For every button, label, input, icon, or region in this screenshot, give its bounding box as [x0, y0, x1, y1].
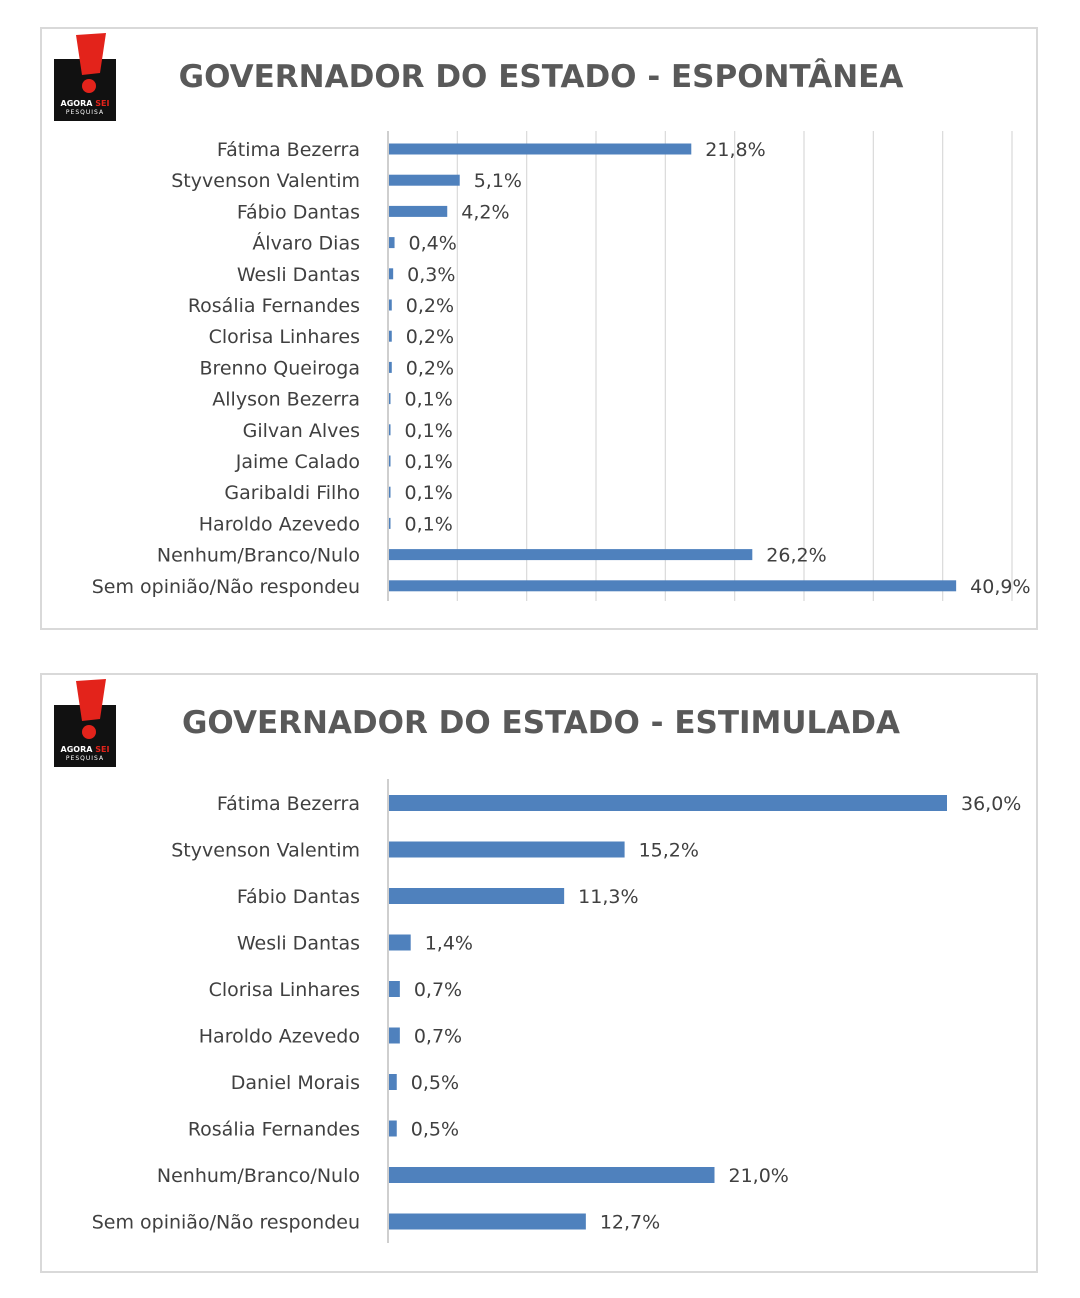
category-label: Brenno Queiroga — [199, 357, 360, 380]
category-label: Fátima Bezerra — [216, 793, 360, 815]
logo-text-agora: AGORA — [60, 745, 93, 754]
data-label: 0,7% — [413, 1025, 463, 1048]
bar — [389, 842, 625, 858]
bar — [389, 300, 392, 311]
bar — [389, 487, 391, 498]
data-label: 0,3% — [407, 263, 456, 286]
category-label: Sem opinião/Não respondeu — [91, 1211, 360, 1234]
data-label: 36,0% — [961, 793, 1022, 815]
data-label: 0,1% — [404, 419, 453, 442]
chart-panel-estimulada — [40, 673, 1038, 1273]
category-label: Jaime Calado — [235, 451, 360, 473]
bar — [389, 795, 947, 811]
data-label: 5,1% — [473, 170, 523, 193]
bar — [389, 518, 391, 529]
bar — [389, 1028, 400, 1044]
bar — [389, 144, 691, 155]
bar-chart-espontanea — [42, 29, 1038, 629]
data-label: 0,2% — [405, 326, 455, 349]
category-label: Wesli Dantas — [236, 263, 360, 286]
data-label: 0,2% — [405, 357, 455, 380]
data-label: 40,9% — [970, 575, 1031, 598]
category-label: Gilvan Alves — [242, 419, 360, 442]
chart-panel-espontanea — [40, 27, 1038, 630]
bar — [389, 362, 392, 373]
bar — [389, 1074, 397, 1090]
bar — [389, 935, 411, 951]
category-label: Rosália Fernandes — [187, 1118, 360, 1141]
data-label: 11,3% — [578, 886, 639, 908]
data-label: 0,7% — [413, 979, 463, 1001]
category-label: Fátima Bezerra — [216, 139, 360, 161]
data-label: 0,1% — [404, 513, 453, 536]
category-label: Nenhum/Branco/Nulo — [156, 544, 360, 567]
category-label: Clorisa Linhares — [208, 979, 360, 1001]
bar — [389, 206, 447, 217]
data-label: 0,2% — [405, 295, 455, 317]
data-label: 4,2% — [461, 201, 510, 224]
logo-text-sei: SEI — [95, 99, 110, 108]
category-label: Wesli Dantas — [236, 932, 360, 955]
category-label: Fábio Dantas — [236, 201, 360, 224]
category-label: Rosália Fernandes — [187, 295, 360, 317]
category-label: Clorisa Linhares — [208, 326, 360, 349]
category-label: Haroldo Azevedo — [198, 1025, 360, 1048]
category-label: Fábio Dantas — [236, 886, 360, 908]
data-label: 12,7% — [599, 1211, 661, 1234]
data-label: 0,1% — [404, 482, 453, 505]
bar — [389, 331, 392, 342]
data-label: 21,0% — [728, 1165, 789, 1187]
data-label: 21,8% — [705, 139, 766, 161]
bar — [389, 549, 752, 560]
bar — [389, 888, 564, 904]
logo-text-pesquisa: PESQUISA — [65, 109, 105, 116]
logo-text-pesquisa: PESQUISA — [65, 755, 105, 762]
bar — [389, 237, 395, 248]
bar — [389, 175, 460, 186]
data-label: 0,4% — [408, 232, 457, 255]
category-label: Styvenson Valentim — [171, 170, 360, 193]
data-label: 26,2% — [766, 544, 827, 567]
category-label: Haroldo Azevedo — [198, 513, 360, 536]
bar — [389, 456, 391, 467]
bar — [389, 1121, 397, 1137]
data-label: 0,5% — [410, 1118, 460, 1141]
bar — [389, 1167, 715, 1183]
data-label: 0,1% — [404, 451, 453, 473]
chart-title: GOVERNADOR DO ESTADO - ESPONTÂNEA — [178, 59, 904, 95]
bar — [389, 424, 391, 435]
data-label: 0,5% — [410, 1072, 460, 1094]
category-label: Daniel Morais — [230, 1072, 360, 1094]
bar — [389, 268, 393, 279]
bar — [389, 580, 956, 591]
logo-text-agora: AGORA — [60, 99, 93, 108]
category-label: Styvenson Valentim — [171, 839, 360, 862]
bar — [389, 393, 391, 404]
logo-text-sei: SEI — [95, 745, 110, 754]
data-label: 0,1% — [404, 388, 453, 411]
data-label: 15,2% — [638, 839, 699, 862]
category-label: Allyson Bezerra — [212, 388, 360, 411]
bar — [389, 981, 400, 997]
bar-chart-estimulada — [42, 675, 1038, 1271]
category-label: Álvaro Dias — [252, 232, 360, 255]
data-label: 1,4% — [424, 932, 473, 955]
chart-title: GOVERNADOR DO ESTADO - ESTIMULADA — [181, 705, 900, 741]
bar — [389, 1214, 586, 1230]
category-label: Sem opinião/Não respondeu — [91, 575, 360, 598]
category-label: Garibaldi Filho — [224, 482, 360, 505]
category-label: Nenhum/Branco/Nulo — [156, 1165, 360, 1187]
